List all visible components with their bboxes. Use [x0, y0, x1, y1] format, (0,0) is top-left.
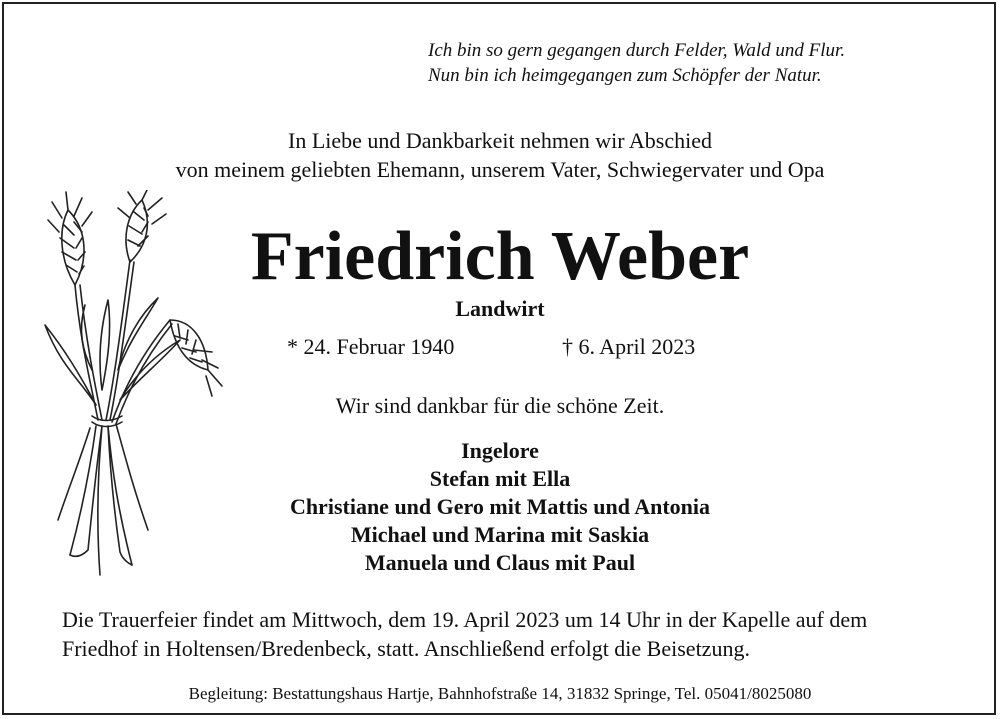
intro-text — [0, 126, 1000, 184]
undertaker-info: Begleitung: Bestattungshaus Hartje, Bahnhofstraße 14, 31832 Springe, Tel. 05041/8025080 — [188, 684, 812, 703]
intro-line-2: von meinem geliebten Ehemann, unserem Vater, Schwiegervater und Opa — [175, 157, 825, 182]
family-member: Michael und Marina mit Saskia — [350, 522, 650, 547]
family-member: Manuela und Claus mit Paul — [364, 550, 636, 575]
death-date: † 6. April 2023 — [562, 334, 696, 359]
birth-date: * 24. Februar 1940 — [287, 334, 455, 359]
family-member: Ingelore — [461, 438, 539, 463]
funeral-info — [62, 605, 867, 663]
funeral-line-1: Die Trauerfeier findet am Mittwoch, dem 19. April 2023 um 14 Uhr in der Kapelle auf dem — [62, 607, 868, 632]
poem-line-2: Nun bin ich heimgegangen zum Schöpfer der Natur. — [428, 65, 822, 86]
family-member: Stefan mit Ella — [429, 466, 571, 491]
deceased-occupation: Landwirt — [455, 296, 545, 321]
funeral-line-2: Friedhof in Holtensen/Bredenbeck, statt. Anschließend erfolgt die Beisetzung. — [62, 636, 750, 661]
family-member: Christiane und Gero mit Mattis und Antonia — [289, 494, 711, 519]
poem-line-1: Ich bin so gern gegangen durch Felder, Wald und Flur. — [428, 40, 846, 61]
intro-line-1: In Liebe und Dankbarkeit nehmen wir Abschied — [288, 128, 712, 153]
thanks-text: Wir sind dankbar für die schöne Zeit. — [335, 393, 665, 418]
poem — [428, 38, 845, 88]
family-list — [0, 437, 1000, 577]
deceased-name: Friedrich Weber — [250, 218, 750, 295]
